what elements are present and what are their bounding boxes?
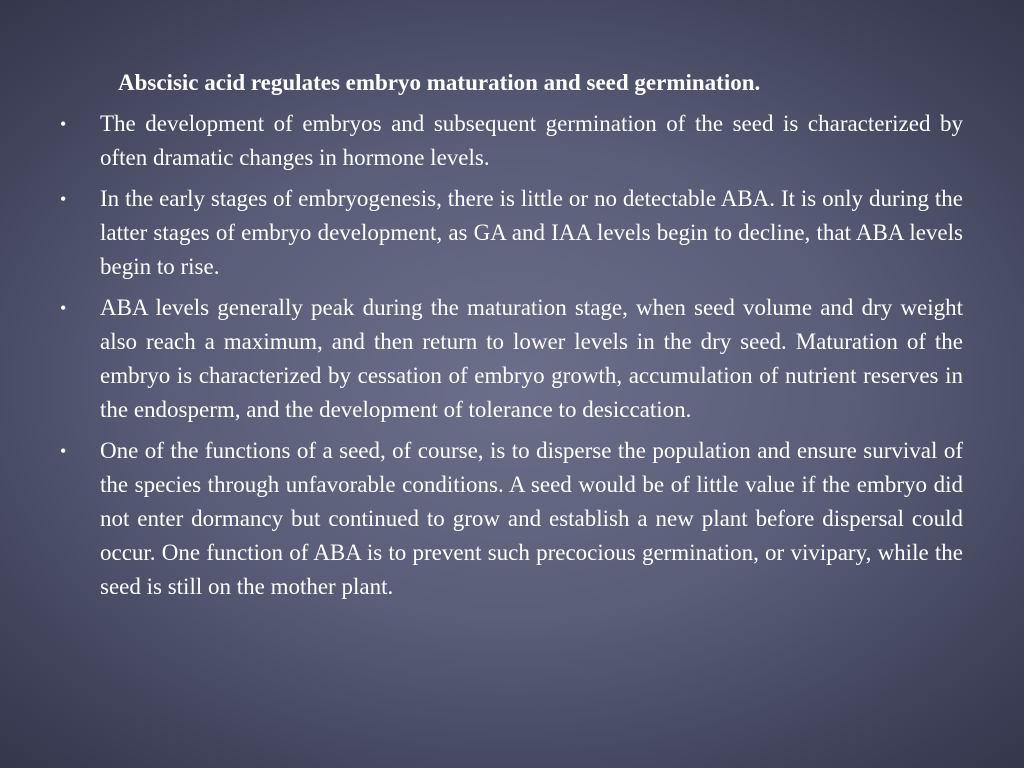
bullet-item: [60, 434, 963, 604]
bullet-item: [60, 291, 963, 427]
slide-title: Abscisic acid regulates embryo maturation and seed germination.: [118, 70, 761, 95]
bullet-text: ABA levels generally peak during the maturation stage, when seed volume and dry weight also reach a maximum, and then return to lower levels in the dry seed. Maturation of the embryo is characterized by cessation of embryo growth, accumulation of nutrient reserves in the endosperm, and the development of tolerance to desiccation.: [100, 295, 963, 422]
bullet-icon: •: [60, 441, 67, 461]
bullet-item: [60, 182, 963, 284]
bullet-icon: •: [60, 189, 67, 209]
bullet-icon: •: [60, 298, 67, 318]
bullet-icon: •: [60, 114, 67, 134]
bullet-text: One of the functions of a seed, of course, is to disperse the population and ensure survival of the species through unfavorable conditions. A seed would be of little value if the embryo did not enter dormancy but continued to grow and establish a new plant before dispersal could occur. One function of ABA is to prevent such precocious germination, or vivipary, while the seed is still on the mother plant.: [100, 438, 963, 599]
bullet-text: The development of embryos and subsequent germination of the seed is characterized by often dramatic changes in hormone levels.: [100, 111, 963, 170]
bullet-item: [60, 107, 963, 175]
bullet-list: [60, 107, 963, 611]
bullet-text: In the early stages of embryogenesis, there is little or no detectable ABA. It is only during the latter stages of embryo development, as GA and IAA levels begin to decline, that ABA levels begin to rise.: [100, 186, 963, 279]
